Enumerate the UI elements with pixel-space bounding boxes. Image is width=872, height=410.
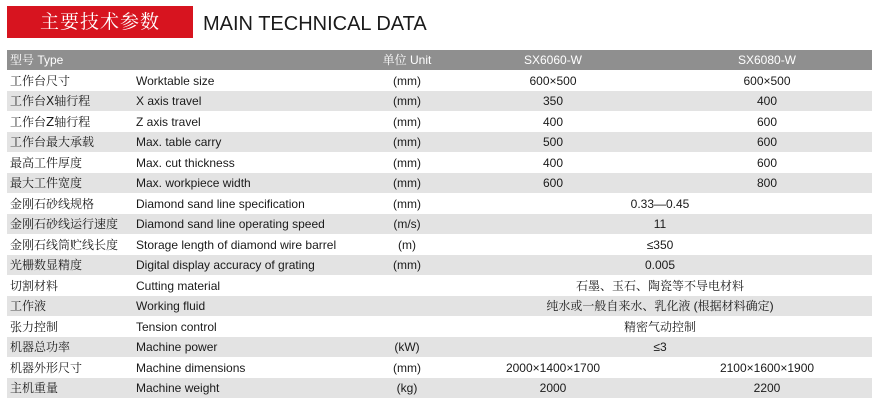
- column-header-sx6080: SX6080-W: [737, 53, 797, 67]
- param-name-cn: 光栅数显精度: [10, 258, 83, 272]
- table-row: [7, 317, 872, 338]
- param-unit: (mm): [393, 196, 421, 211]
- param-name-en: X axis travel: [136, 94, 202, 108]
- table-body: [7, 71, 872, 399]
- param-value-sx6060: 350: [542, 94, 564, 108]
- param-value-sx6080: 600: [756, 135, 778, 149]
- param-name-cn: 张力控制: [10, 319, 59, 334]
- param-value-sx6060: 600×500: [529, 73, 577, 88]
- param-unit: (kg): [396, 381, 418, 395]
- table-row: [7, 296, 872, 317]
- param-name-en: Machine dimensions: [136, 360, 246, 375]
- param-name-cn: 工作台最大承载: [10, 135, 95, 149]
- param-name-cn: 工作台X轴行程: [10, 94, 91, 108]
- param-value-sx6080: 2200: [753, 381, 781, 395]
- table-row: [7, 235, 872, 256]
- column-header-unit: 单位 Unit: [382, 53, 432, 67]
- param-name-en: Machine weight: [136, 381, 220, 395]
- param-name-en: Max. cut thickness: [136, 155, 235, 170]
- param-name-en: Machine power: [136, 340, 218, 354]
- table-row: [7, 153, 872, 174]
- table-row: [7, 358, 872, 379]
- table-row: [7, 91, 872, 112]
- param-name-en: Cutting material: [136, 278, 221, 293]
- param-value-shared: 精密气动控制: [623, 319, 696, 334]
- param-name-cn: 金刚石砂线规格: [10, 196, 95, 211]
- param-value-shared: ≤350: [646, 237, 674, 252]
- param-name-cn: 机器总功率: [10, 340, 71, 354]
- param-name-en: Tension control: [136, 319, 217, 334]
- param-unit: (m/s): [393, 217, 421, 231]
- param-name-en: Max. table carry: [136, 135, 222, 149]
- param-name-en: Max. workpiece width: [136, 176, 251, 190]
- param-value-sx6060: 500: [542, 135, 564, 149]
- param-name-cn: 工作液: [10, 299, 47, 313]
- param-unit: (mm): [393, 94, 421, 108]
- param-value-shared: 0.005: [644, 258, 676, 272]
- param-value-sx6060: 2000×1400×1700: [505, 360, 601, 375]
- param-unit: (kW): [394, 340, 420, 354]
- param-value-sx6060: 400: [542, 114, 564, 129]
- param-unit: (mm): [393, 114, 421, 129]
- param-name-cn: 主机重量: [10, 381, 59, 395]
- param-value-sx6060: 2000: [539, 381, 567, 395]
- param-unit: (mm): [393, 155, 421, 170]
- param-name-cn: 机器外形尺寸: [10, 360, 83, 375]
- table-row: [7, 194, 872, 215]
- table-row: [7, 71, 872, 92]
- param-unit: (mm): [393, 73, 421, 88]
- param-name-en: Digital display accuracy of grating: [136, 258, 315, 272]
- table-row: [7, 378, 872, 399]
- page-header: [0, 0, 872, 44]
- column-header-type: 型号 Type: [10, 53, 64, 67]
- param-value-sx6080: 400: [756, 94, 778, 108]
- param-value-shared: 纯水或一般自来水、乳化液 (根据材料确定): [546, 299, 774, 313]
- param-value-shared: 0.33—0.45: [630, 196, 690, 211]
- param-unit: (mm): [393, 135, 421, 149]
- param-value-shared: 石墨、玉石、陶瓷等不导电材料: [575, 278, 744, 293]
- table-row: [7, 132, 872, 153]
- param-name-cn: 工作台尺寸: [10, 73, 71, 88]
- param-value-sx6060: 600: [542, 176, 564, 190]
- param-name-cn: 最大工件宽度: [10, 176, 83, 190]
- param-value-shared: 11: [653, 217, 667, 231]
- param-value-sx6080: 600×500: [743, 73, 791, 88]
- param-name-cn: 切割材料: [10, 278, 59, 293]
- param-name-en: Working fluid: [136, 299, 206, 313]
- table-row: [7, 337, 872, 358]
- param-unit: (mm): [393, 258, 421, 272]
- param-name-en: Storage length of diamond wire barrel: [136, 237, 337, 252]
- param-name-cn: 金刚石线筒贮线长度: [10, 237, 119, 252]
- param-value-shared: ≤3: [653, 340, 667, 354]
- table-row: [7, 173, 872, 194]
- param-value-sx6080: 800: [756, 176, 778, 190]
- param-name-cn: 工作台Z轴行程: [10, 114, 91, 129]
- param-name-cn: 最高工件厚度: [10, 155, 83, 170]
- param-value-sx6080: 2100×1600×1900: [719, 360, 815, 375]
- table-row: [7, 255, 872, 276]
- table-header-row: [7, 50, 872, 71]
- param-name-en: Z axis travel: [136, 114, 201, 129]
- param-value-sx6080: 600: [756, 155, 778, 170]
- table-row: [7, 276, 872, 297]
- param-value-sx6060: 400: [542, 155, 564, 170]
- param-value-sx6080: 600: [756, 114, 778, 129]
- table-row: [7, 112, 872, 133]
- column-header-sx6060: SX6060-W: [523, 53, 583, 67]
- title-english: MAIN TECHNICAL DATA: [203, 13, 427, 35]
- param-unit: (mm): [393, 360, 421, 375]
- technical-data-table: [7, 50, 872, 399]
- table-row: [7, 214, 872, 235]
- param-name-en: Diamond sand line specification: [136, 196, 305, 211]
- param-unit: (m): [398, 237, 416, 252]
- param-name-en: Diamond sand line operating speed: [136, 217, 325, 231]
- param-unit: (mm): [393, 176, 421, 190]
- title-chinese: 主要技术参数: [7, 6, 193, 38]
- param-name-en: Worktable size: [136, 73, 215, 88]
- param-name-cn: 金刚石砂线运行速度: [10, 217, 119, 231]
